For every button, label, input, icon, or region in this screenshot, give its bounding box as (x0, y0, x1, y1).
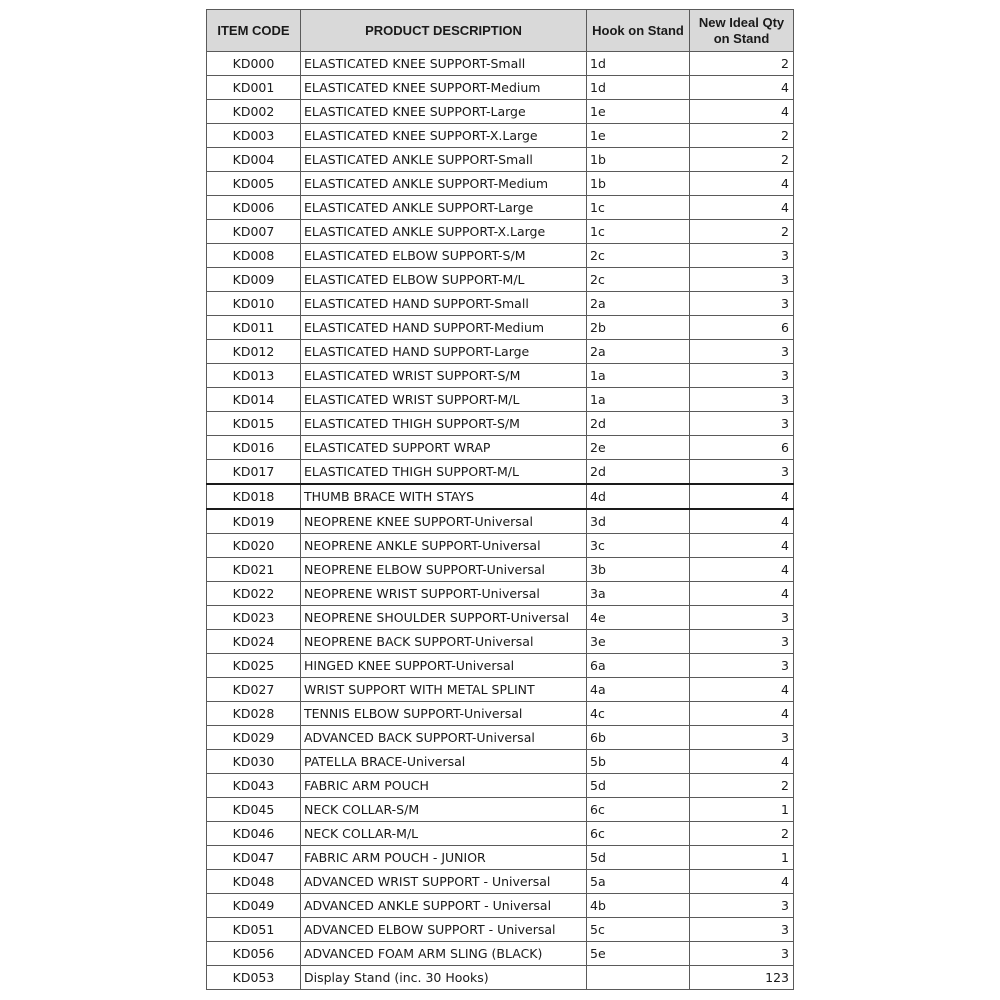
ideal-qty-cell: 4 (690, 76, 794, 100)
table-row (207, 654, 794, 678)
table-row (207, 244, 794, 268)
table-row (207, 484, 794, 509)
ideal-qty-cell: 3 (690, 918, 794, 942)
ideal-qty-cell: 3 (690, 268, 794, 292)
ideal-qty-cell: 2 (690, 220, 794, 244)
product-description-cell: ELASTICATED THIGH SUPPORT-M/L (301, 460, 587, 485)
item-code-cell: KD018 (207, 484, 301, 509)
product-description-cell: ELASTICATED HAND SUPPORT-Large (301, 340, 587, 364)
hook-on-stand-cell: 6b (587, 726, 690, 750)
table-row (207, 100, 794, 124)
ideal-qty-cell: 3 (690, 244, 794, 268)
product-description-cell: NEOPRENE ELBOW SUPPORT-Universal (301, 558, 587, 582)
item-code-cell: KD001 (207, 76, 301, 100)
product-description-cell: NEOPRENE BACK SUPPORT-Universal (301, 630, 587, 654)
table-row (207, 822, 794, 846)
table-row (207, 942, 794, 966)
hook-on-stand-cell: 1c (587, 220, 690, 244)
ideal-qty-cell: 3 (690, 292, 794, 316)
product-description-cell: WRIST SUPPORT WITH METAL SPLINT (301, 678, 587, 702)
table-row (207, 750, 794, 774)
hook-on-stand-cell: 4b (587, 894, 690, 918)
ideal-qty-cell: 3 (690, 606, 794, 630)
item-code-cell: KD046 (207, 822, 301, 846)
table-row (207, 172, 794, 196)
hook-on-stand-cell: 4a (587, 678, 690, 702)
table-row (207, 678, 794, 702)
table-row (207, 702, 794, 726)
product-description-cell: ADVANCED ANKLE SUPPORT - Universal (301, 894, 587, 918)
item-code-cell: KD009 (207, 268, 301, 292)
ideal-qty-cell: 4 (690, 172, 794, 196)
product-description-cell: NEOPRENE WRIST SUPPORT-Universal (301, 582, 587, 606)
item-code-cell: KD043 (207, 774, 301, 798)
ideal-qty-cell: 6 (690, 436, 794, 460)
product-description-cell: ADVANCED BACK SUPPORT-Universal (301, 726, 587, 750)
hook-on-stand-cell: 1b (587, 148, 690, 172)
table-row (207, 534, 794, 558)
table-row (207, 124, 794, 148)
hook-on-stand-cell (587, 966, 690, 990)
hook-on-stand-cell: 4d (587, 484, 690, 509)
ideal-qty-cell: 4 (690, 582, 794, 606)
hook-on-stand-cell: 3c (587, 534, 690, 558)
item-code-cell: KD028 (207, 702, 301, 726)
hook-on-stand-cell: 5e (587, 942, 690, 966)
item-code-cell: KD025 (207, 654, 301, 678)
table-row (207, 846, 794, 870)
item-code-cell: KD014 (207, 388, 301, 412)
item-code-cell: KD024 (207, 630, 301, 654)
product-description-cell: ELASTICATED HAND SUPPORT-Medium (301, 316, 587, 340)
product-description-cell: FABRIC ARM POUCH - JUNIOR (301, 846, 587, 870)
product-description-cell: ELASTICATED KNEE SUPPORT-Large (301, 100, 587, 124)
ideal-qty-cell: 3 (690, 460, 794, 485)
hook-on-stand-cell: 1b (587, 172, 690, 196)
hook-on-stand-cell: 5a (587, 870, 690, 894)
table-row (207, 316, 794, 340)
ideal-qty-cell: 3 (690, 630, 794, 654)
item-code-cell: KD021 (207, 558, 301, 582)
product-description-cell: NECK COLLAR-M/L (301, 822, 587, 846)
hook-on-stand-cell: 3e (587, 630, 690, 654)
hook-on-stand-cell: 1c (587, 196, 690, 220)
product-description-cell: ELASTICATED KNEE SUPPORT-Medium (301, 76, 587, 100)
table-row (207, 774, 794, 798)
table-row (207, 436, 794, 460)
ideal-qty-cell: 4 (690, 558, 794, 582)
ideal-qty-cell: 3 (690, 894, 794, 918)
ideal-qty-cell: 2 (690, 148, 794, 172)
product-description-cell: ELASTICATED WRIST SUPPORT-M/L (301, 388, 587, 412)
item-code-cell: KD051 (207, 918, 301, 942)
ideal-qty-cell: 3 (690, 726, 794, 750)
hook-on-stand-cell: 3d (587, 509, 690, 534)
item-code-cell: KD030 (207, 750, 301, 774)
product-description-cell: ELASTICATED SUPPORT WRAP (301, 436, 587, 460)
table-row (207, 76, 794, 100)
hook-on-stand-cell: 5d (587, 774, 690, 798)
product-description-cell: PATELLA BRACE-Universal (301, 750, 587, 774)
ideal-qty-cell: 4 (690, 702, 794, 726)
table-row (207, 412, 794, 436)
product-description-cell: ELASTICATED ANKLE SUPPORT-Small (301, 148, 587, 172)
product-description-cell: NEOPRENE SHOULDER SUPPORT-Universal (301, 606, 587, 630)
item-code-cell: KD022 (207, 582, 301, 606)
product-description-cell: ELASTICATED ANKLE SUPPORT-Large (301, 196, 587, 220)
item-code-cell: KD004 (207, 148, 301, 172)
item-code-cell: KD008 (207, 244, 301, 268)
hook-on-stand-cell: 2a (587, 292, 690, 316)
hook-on-stand-cell: 4e (587, 606, 690, 630)
product-table-sheet (206, 9, 793, 990)
ideal-qty-cell: 123 (690, 966, 794, 990)
item-code-cell: KD056 (207, 942, 301, 966)
header-product-description: PRODUCT DESCRIPTION (301, 10, 587, 52)
ideal-qty-cell: 4 (690, 750, 794, 774)
item-code-cell: KD013 (207, 364, 301, 388)
product-description-cell: ELASTICATED ANKLE SUPPORT-X.Large (301, 220, 587, 244)
item-code-cell: KD000 (207, 52, 301, 76)
hook-on-stand-cell: 3a (587, 582, 690, 606)
hook-on-stand-cell: 5c (587, 918, 690, 942)
item-code-cell: KD020 (207, 534, 301, 558)
hook-on-stand-cell: 2a (587, 340, 690, 364)
item-code-cell: KD053 (207, 966, 301, 990)
ideal-qty-cell: 2 (690, 52, 794, 76)
item-code-cell: KD027 (207, 678, 301, 702)
hook-on-stand-cell: 3b (587, 558, 690, 582)
item-code-cell: KD045 (207, 798, 301, 822)
header-ideal-qty: New Ideal Qty on Stand (690, 10, 794, 52)
ideal-qty-cell: 1 (690, 798, 794, 822)
hook-on-stand-cell: 1a (587, 388, 690, 412)
ideal-qty-cell: 4 (690, 678, 794, 702)
item-code-cell: KD019 (207, 509, 301, 534)
ideal-qty-cell: 2 (690, 124, 794, 148)
table-row (207, 509, 794, 534)
product-description-cell: ADVANCED WRIST SUPPORT - Universal (301, 870, 587, 894)
product-table (206, 9, 794, 990)
product-description-cell: TENNIS ELBOW SUPPORT-Universal (301, 702, 587, 726)
item-code-cell: KD007 (207, 220, 301, 244)
hook-on-stand-cell: 2c (587, 268, 690, 292)
header-row (207, 10, 794, 52)
table-row (207, 630, 794, 654)
ideal-qty-cell: 3 (690, 942, 794, 966)
hook-on-stand-cell: 2c (587, 244, 690, 268)
ideal-qty-cell: 2 (690, 774, 794, 798)
hook-on-stand-cell: 1e (587, 124, 690, 148)
hook-on-stand-cell: 4c (587, 702, 690, 726)
table-row (207, 870, 794, 894)
table-row (207, 292, 794, 316)
ideal-qty-cell: 4 (690, 870, 794, 894)
item-code-cell: KD049 (207, 894, 301, 918)
table-row (207, 388, 794, 412)
hook-on-stand-cell: 6a (587, 654, 690, 678)
item-code-cell: KD015 (207, 412, 301, 436)
header-hook-on-stand: Hook on Stand (587, 10, 690, 52)
hook-on-stand-cell: 2b (587, 316, 690, 340)
item-code-cell: KD005 (207, 172, 301, 196)
ideal-qty-cell: 4 (690, 484, 794, 509)
product-description-cell: FABRIC ARM POUCH (301, 774, 587, 798)
item-code-cell: KD016 (207, 436, 301, 460)
ideal-qty-cell: 4 (690, 534, 794, 558)
hook-on-stand-cell: 1d (587, 52, 690, 76)
table-row (207, 364, 794, 388)
product-description-cell: ADVANCED FOAM ARM SLING (BLACK) (301, 942, 587, 966)
item-code-cell: KD003 (207, 124, 301, 148)
product-description-cell: ELASTICATED WRIST SUPPORT-S/M (301, 364, 587, 388)
product-description-cell: ELASTICATED KNEE SUPPORT-Small (301, 52, 587, 76)
hook-on-stand-cell: 2d (587, 412, 690, 436)
ideal-qty-cell: 4 (690, 509, 794, 534)
ideal-qty-cell: 6 (690, 316, 794, 340)
table-row (207, 196, 794, 220)
item-code-cell: KD047 (207, 846, 301, 870)
item-code-cell: KD048 (207, 870, 301, 894)
ideal-qty-cell: 2 (690, 822, 794, 846)
ideal-qty-cell: 4 (690, 100, 794, 124)
table-row (207, 798, 794, 822)
hook-on-stand-cell: 2e (587, 436, 690, 460)
hook-on-stand-cell: 2d (587, 460, 690, 485)
hook-on-stand-cell: 1a (587, 364, 690, 388)
table-row (207, 606, 794, 630)
table-row (207, 340, 794, 364)
item-code-cell: KD010 (207, 292, 301, 316)
product-description-cell: NEOPRENE ANKLE SUPPORT-Universal (301, 534, 587, 558)
header-item-code: ITEM CODE (207, 10, 301, 52)
table-row (207, 148, 794, 172)
product-description-cell: THUMB BRACE WITH STAYS (301, 484, 587, 509)
table-row (207, 268, 794, 292)
product-description-cell: ELASTICATED HAND SUPPORT-Small (301, 292, 587, 316)
table-row (207, 220, 794, 244)
ideal-qty-cell: 3 (690, 654, 794, 678)
hook-on-stand-cell: 6c (587, 822, 690, 846)
product-description-cell: Display Stand (inc. 30 Hooks) (301, 966, 587, 990)
table-row (207, 966, 794, 990)
product-description-cell: ELASTICATED ELBOW SUPPORT-M/L (301, 268, 587, 292)
table-header (207, 10, 794, 52)
product-description-cell: NEOPRENE KNEE SUPPORT-Universal (301, 509, 587, 534)
hook-on-stand-cell: 6c (587, 798, 690, 822)
item-code-cell: KD012 (207, 340, 301, 364)
table-row (207, 726, 794, 750)
item-code-cell: KD017 (207, 460, 301, 485)
hook-on-stand-cell: 5d (587, 846, 690, 870)
ideal-qty-cell: 4 (690, 196, 794, 220)
item-code-cell: KD029 (207, 726, 301, 750)
item-code-cell: KD002 (207, 100, 301, 124)
item-code-cell: KD006 (207, 196, 301, 220)
ideal-qty-cell: 1 (690, 846, 794, 870)
ideal-qty-cell: 3 (690, 412, 794, 436)
hook-on-stand-cell: 1d (587, 76, 690, 100)
product-description-cell: NECK COLLAR-S/M (301, 798, 587, 822)
ideal-qty-cell: 3 (690, 388, 794, 412)
table-row (207, 894, 794, 918)
hook-on-stand-cell: 1e (587, 100, 690, 124)
product-description-cell: ELASTICATED ANKLE SUPPORT-Medium (301, 172, 587, 196)
product-description-cell: HINGED KNEE SUPPORT-Universal (301, 654, 587, 678)
table-row (207, 582, 794, 606)
hook-on-stand-cell: 5b (587, 750, 690, 774)
table-row (207, 460, 794, 485)
ideal-qty-cell: 3 (690, 364, 794, 388)
table-row (207, 558, 794, 582)
table-row (207, 52, 794, 76)
table-body (207, 52, 794, 990)
item-code-cell: KD011 (207, 316, 301, 340)
ideal-qty-cell: 3 (690, 340, 794, 364)
product-description-cell: ADVANCED ELBOW SUPPORT - Universal (301, 918, 587, 942)
product-description-cell: ELASTICATED ELBOW SUPPORT-S/M (301, 244, 587, 268)
product-description-cell: ELASTICATED KNEE SUPPORT-X.Large (301, 124, 587, 148)
item-code-cell: KD023 (207, 606, 301, 630)
table-row (207, 918, 794, 942)
product-description-cell: ELASTICATED THIGH SUPPORT-S/M (301, 412, 587, 436)
